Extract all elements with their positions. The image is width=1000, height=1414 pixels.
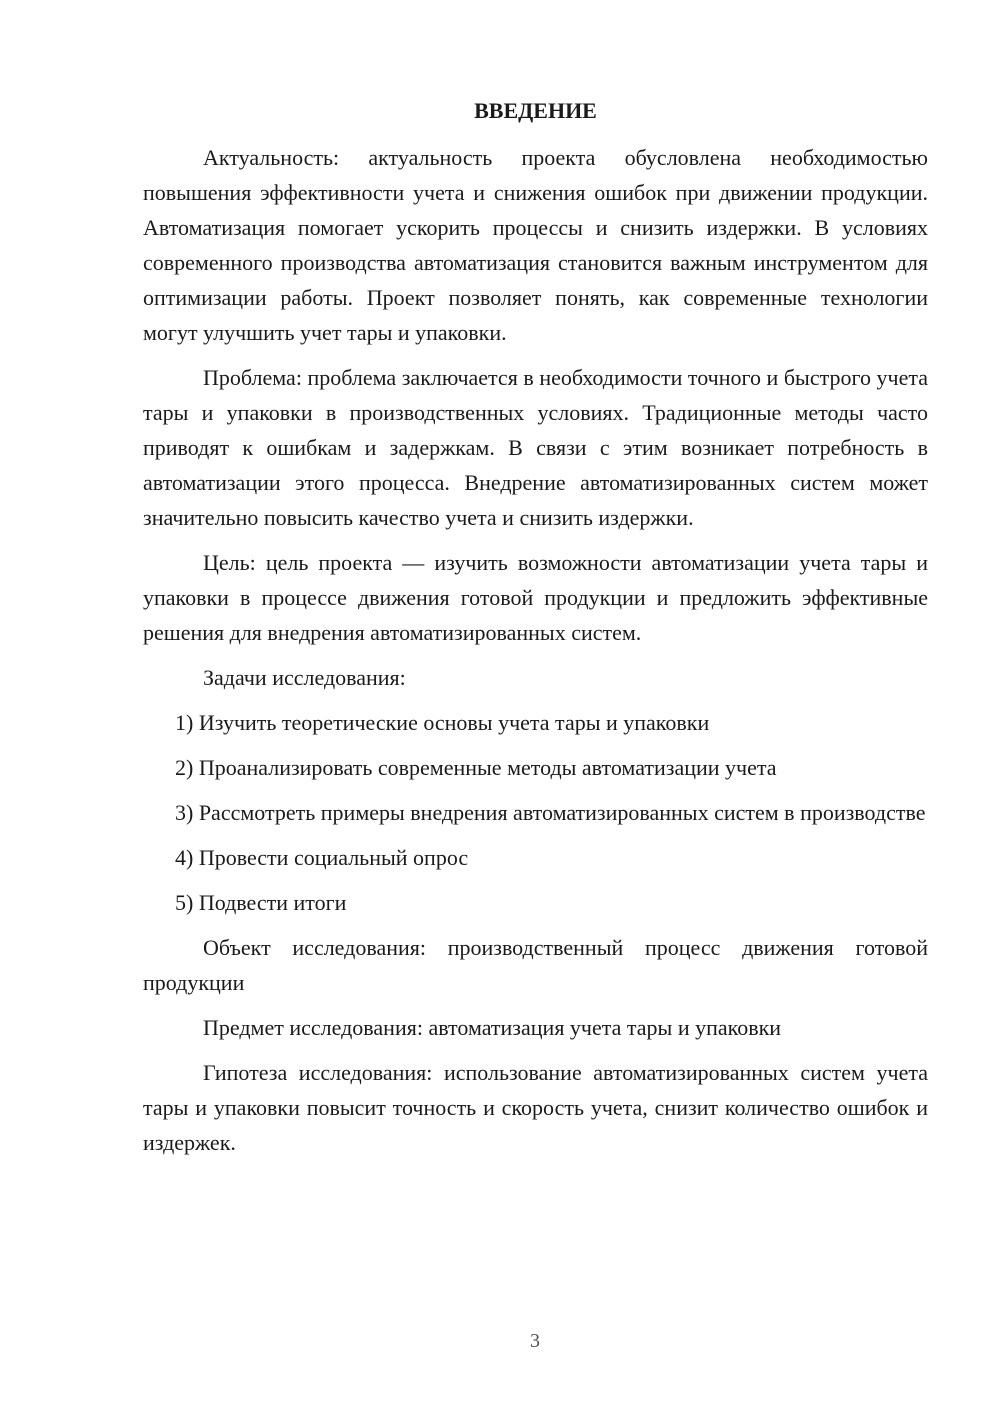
task-item-5: 5) Подвести итоги [175, 890, 347, 915]
paragraph-problem: Проблема: проблема заключается в необходимости точного и быстрого учета тары и упаковки в производственных условиях. Традиционные методы часто приводят к ошибкам и задержкам. В связи с этим возникает потребность в автоматизации этого процесса. Внедрение автоматизированных систем может значительно повысить качество учета и снизить издержки. [143, 365, 928, 530]
paragraph-subject: Предмет исследования: автоматизация учета тары и упаковки [203, 1015, 782, 1040]
paragraph-hypothesis: Гипотеза исследования: использование автоматизированных систем учета тары и упаковки повысит точность и скорость учета, снизит количество ошибок и издержек. [143, 1060, 928, 1155]
task-item-4: 4) Провести социальный опрос [175, 845, 469, 870]
task-item-2: 2) Проанализировать современные методы автоматизации учета [175, 755, 777, 780]
task-item-1: 1) Изучить теоретические основы учета тары и упаковки [175, 710, 710, 735]
paragraph-goal: Цель: цель проекта — изучить возможности автоматизации учета тары и упаковки в процессе движения готовой продукции и предложить эффективные решения для внедрения автоматизированных систем. [143, 550, 928, 645]
section-title: ВВЕДЕНИЕ [474, 98, 597, 123]
page-number: 3 [530, 1330, 540, 1352]
paragraph-relevance: Актуальность: актуальность проекта обусловлена необходимостью повышения эффективности учета и снижения ошибок при движении продукции. Автоматизация помогает ускорить процессы и снизить издержки. В условиях современного производства автоматизация становится важным инструментом для оптимизации работы. Проект позволяет понять, как современные технологии могут улучшить учет тары и упаковки. [143, 145, 928, 345]
paragraph-object: Объект исследования: производственный процесс движения готовой продукции [143, 935, 928, 995]
page-content [143, 93, 928, 1170]
task-item-3: 3) Рассмотреть примеры внедрения автоматизированных систем в производстве [175, 800, 926, 825]
paragraph-tasks-heading: Задачи исследования: [203, 665, 406, 690]
